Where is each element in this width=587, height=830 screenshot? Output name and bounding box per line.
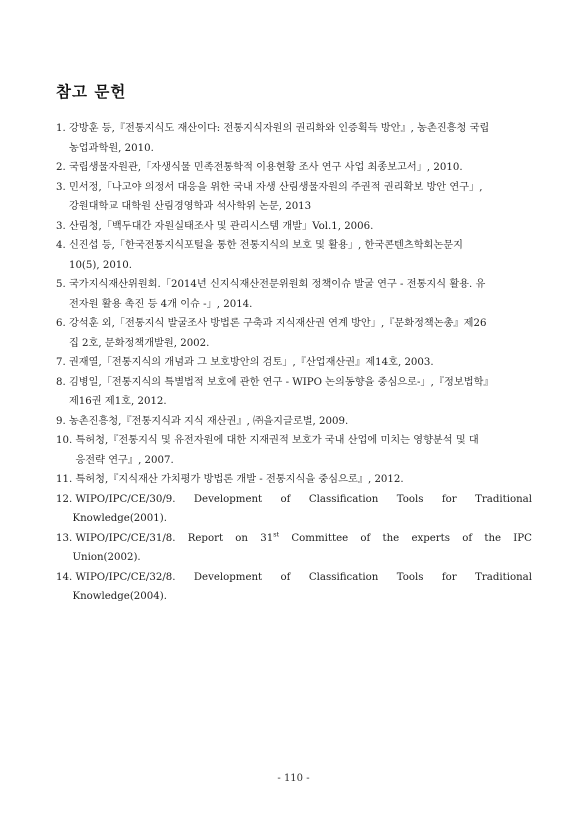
page-number: - 110 - <box>277 773 310 784</box>
reference-number: 1. <box>56 123 69 134</box>
reference-number: 3. <box>56 220 69 232</box>
reference-number: 5. <box>56 279 69 290</box>
reference-text <box>69 275 532 314</box>
reference-word: 31st <box>260 530 280 544</box>
reference-line: 응전략 연구』, 2007. <box>75 454 174 466</box>
reference-text <box>69 412 532 432</box>
reference-number: 14. <box>56 571 76 583</box>
reference-line: 강석훈 외,「전통지식 발굴조사 방법론 구축과 지식재산권 연계 방안」,『문화정책논총』제26 <box>68 318 487 329</box>
section-heading: 참고 문헌 <box>56 83 127 101</box>
reference-word: Committee <box>291 532 349 544</box>
reference-text <box>69 119 532 158</box>
reference-line: 신진섭 등,「한국전통지식포털을 통한 전통지식의 보호 및 활용」, 한국콘텐츠학회논문지 <box>68 240 463 251</box>
reference-word: of <box>360 532 371 544</box>
reference-number: 8. <box>56 376 69 388</box>
reference-word: Development <box>193 493 263 505</box>
reference-item <box>56 412 532 432</box>
reference-item <box>56 275 532 314</box>
reference-word: IPC <box>513 532 532 544</box>
reference-item <box>56 236 532 275</box>
reference-line: 김병일,「전통지식의 특별법적 보호에 관한 연구 - WIPO 논의동향을 중심으로-」,『정보법학』 <box>68 376 494 388</box>
reference-list <box>56 119 532 607</box>
reference-line <box>75 490 532 510</box>
reference-text <box>69 373 532 412</box>
reference-text <box>69 158 532 178</box>
reference-word: for <box>441 571 457 583</box>
reference-line: 권재열,「전통지식의 개념과 그 보호방안의 검토」,『산업재산권』제14호, 2003. <box>68 357 434 368</box>
reference-number: 2. <box>56 162 69 173</box>
reference-word: Tools <box>396 493 424 505</box>
reference-word: for <box>441 493 457 505</box>
reference-line: 국립생물자원관,「자생식물 민족전통학적 이용현황 조사 연구 사업 최종보고서」, 2010. <box>68 162 463 173</box>
reference-line: 국가지식재산위원회.「2014년 신지식재산전문위원회 정책이슈 발굴 연구 - 전통지식 활용. 유 <box>68 279 486 290</box>
reference-line: Knowledge(2001). <box>72 513 167 524</box>
reference-word: of <box>280 571 291 583</box>
reference-word: the <box>382 532 400 544</box>
reference-word: Report <box>187 532 224 544</box>
reference-number: 12. <box>56 493 76 505</box>
reference-text <box>69 217 532 237</box>
reference-item <box>56 158 532 178</box>
reference-number: 10. <box>56 435 76 446</box>
reference-line: 집 2호, 문화정책개발원, 2002. <box>68 337 210 349</box>
reference-line: Knowledge(2004). <box>72 591 167 602</box>
reference-line: 강방훈 등,『전통지식도 재산이다: 전통지식자원의 권리화와 인증획득 방안』, 농촌진흥청 국립 <box>68 123 490 134</box>
reference-item <box>56 178 532 217</box>
reference-line <box>75 529 532 549</box>
reference-number: 7. <box>56 357 69 368</box>
reference-word: Traditional <box>475 571 532 583</box>
reference-text <box>72 529 532 568</box>
reference-text <box>75 431 532 470</box>
reference-text <box>72 490 532 529</box>
reference-word: Traditional <box>475 493 532 505</box>
reference-line: 산림청,「백두대간 자원실태조사 및 관리시스템 개발」Vol.1, 2006. <box>68 220 374 232</box>
reference-word: WIPO/IPC/CE/30/9. <box>75 493 176 505</box>
reference-word: on <box>235 532 248 544</box>
reference-item <box>56 314 532 353</box>
reference-item <box>56 353 532 373</box>
reference-item <box>56 217 532 237</box>
reference-item <box>56 119 532 158</box>
reference-line: 강원대학교 대학원 산림경영학과 석사학위 논문, 2013 <box>68 201 312 212</box>
reference-word: experts <box>411 532 450 544</box>
reference-word: Classification <box>308 493 379 505</box>
reference-line: 제16권 제1호, 2012. <box>68 396 167 407</box>
reference-word: Tools <box>396 571 424 583</box>
reference-word: WIPO/IPC/CE/32/8. <box>75 571 176 583</box>
reference-number: 13. <box>56 532 76 544</box>
reference-text <box>69 314 532 353</box>
reference-number: 11. <box>56 474 76 485</box>
reference-line: 민서정,「나고야 의정서 대응을 위한 국내 자생 산림생물자원의 주권적 권리확보 방안 연구」, <box>68 181 483 193</box>
reference-word: the <box>484 532 502 544</box>
reference-word: Development <box>193 571 263 583</box>
reference-line: 특허청,『지식재산 가치평가 방법론 개발 - 전통지식을 중심으로』, 2012. <box>75 474 404 485</box>
reference-item <box>56 490 532 529</box>
reference-item <box>56 568 532 607</box>
reference-item <box>56 373 532 412</box>
reference-line: 10(5), 2010. <box>68 259 133 271</box>
reference-item <box>56 470 532 490</box>
reference-number: 6. <box>56 318 69 329</box>
reference-number: 4. <box>56 240 69 251</box>
reference-line: 농촌진흥청,『전통지식과 지식 재산권』, ㈜을지글로벌, 2009. <box>68 415 349 427</box>
reference-line: 특허청,『전통지식 및 유전자원에 대한 지재권적 보호가 국내 산업에 미치는 영향분석 및 대 <box>75 435 479 446</box>
reference-item <box>56 431 532 470</box>
reference-word: of <box>280 493 291 505</box>
reference-text <box>72 568 532 607</box>
reference-number: 3. <box>56 181 69 193</box>
reference-item <box>56 529 532 568</box>
reference-line <box>75 568 532 588</box>
reference-word: of <box>462 532 473 544</box>
reference-text <box>69 353 532 373</box>
reference-text <box>75 470 532 490</box>
reference-text <box>69 236 532 275</box>
reference-word: WIPO/IPC/CE/31/8. <box>75 532 176 544</box>
reference-line: Union(2002). <box>72 552 141 563</box>
reference-number: 9. <box>56 415 69 427</box>
reference-line: 전자원 활용 촉진 등 4개 이슈 -」, 2014. <box>68 298 253 310</box>
reference-text <box>69 178 532 217</box>
reference-word: Classification <box>308 571 379 583</box>
reference-line: 농업과학원, 2010. <box>68 142 154 154</box>
ordinal-superscript: st <box>273 530 280 539</box>
